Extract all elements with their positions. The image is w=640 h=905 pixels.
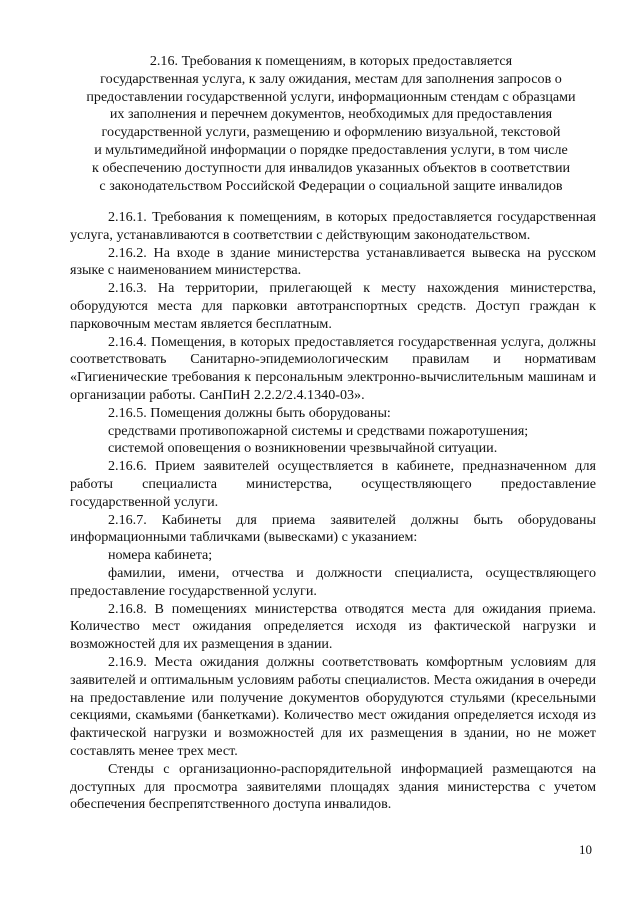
heading-line: государственная услуга, к залу ожидания, местам для заполнения запросов о [100, 70, 562, 87]
paragraph-2-16-6: 2.16.6. Прием заявителей осуществляется в кабинете, предназначенном для работы специалиста министерства, осуществляющего предоставление государственной услуги. [70, 458, 596, 510]
page-number: 10 [579, 842, 592, 857]
list-item-emergency-alert: системой оповещения о возникновении чрезвычайной ситуации. [108, 440, 498, 457]
paragraph-2-16-1: 2.16.1. Требования к помещениям, в которых предоставляется государственная услуга, устанавливаются в соответствии с действующим законодательством. [70, 209, 596, 243]
paragraph-2-16-7: 2.16.7. Кабинеты для приема заявителей должны быть оборудованы информационными табличками (вывесками) с указанием: [70, 511, 596, 546]
heading-line: с законодательством Российской Федерации о социальной защите инвалидов [99, 177, 563, 194]
paragraph-2-16-3: 2.16.3. На территории, прилегающей к месту нахождения министерства, оборудуются места для парковки автотранспортных средств. Доступ граждан к парковочным местам является бесплатным. [70, 280, 596, 332]
section-heading [66, 53, 596, 195]
heading-line: к обеспечению доступности для инвалидов указанных объектов в соответствии [91, 159, 571, 176]
paragraph-2-16-5: 2.16.5. Помещения должны быть оборудованы: [108, 404, 391, 421]
paragraph-2-16-8: 2.16.8. В помещениях министерства отводятся места для ожидания приема. Количество мест ожидания определяется исходя из фактической нагрузки и возможностей для их размещения в здании. [70, 600, 596, 653]
paragraph-2-16-9: 2.16.9. Места ожидания должны соответствовать комфортным условиям для заявителей и оптимальным условиям работы специалистов. Места ожидания в очереди на предоставление или получение документов оборудуются стульями (кресельными секциями, скамьями (банкетками). Количество мест ожидания определяется исходя из фактической нагрузки и возможностей для их размещения в здании, но не может составлять менее трех мест. [70, 653, 596, 759]
list-item-specialist-name: фамилии, имени, отчества и должности специалиста, осуществляющего предоставление государственной услуги. [70, 564, 596, 599]
heading-line: и мультимедийной информации о порядке предоставления услуги, в том числе [94, 141, 568, 158]
paragraph-2-16-2: 2.16.2. На входе в здание министерства устанавливается вывеска на русском языке с наименованием министерства. [70, 244, 596, 279]
heading-line: их заполнения и перечнем документов, необходимых для предоставления [109, 106, 553, 123]
paragraph-stands: Стенды с организационно-распорядительной информацией размещаются на доступных для просмотра заявителями площадях здания министерства с учетом обеспечения беспрепятственного доступа инвалидов. [70, 760, 596, 813]
heading-line: 2.16. Требования к помещениям, в которых предоставляется [149, 53, 513, 69]
document-body [70, 209, 596, 814]
heading-line: государственной услуги, размещению и оформлению визуальной, текстовой [101, 124, 561, 141]
heading-line: предоставлении государственной услуги, информационным стендам с образцами [86, 88, 576, 105]
list-item-room-number: номера кабинета; [108, 547, 213, 564]
list-item-fire-safety: средствами противопожарной системы и средствами пожаротушения; [108, 422, 529, 439]
paragraph-2-16-4: 2.16.4. Помещения, в которых предоставляется государственная услуга, должны соответствовать Санитарно-эпидемиологическим правилам и нормативам «Гигиенические требования к персональным электронно-вычислительным машинам и организации работы. СанПиН 2.2.2/2.4.1340-03». [70, 333, 596, 403]
